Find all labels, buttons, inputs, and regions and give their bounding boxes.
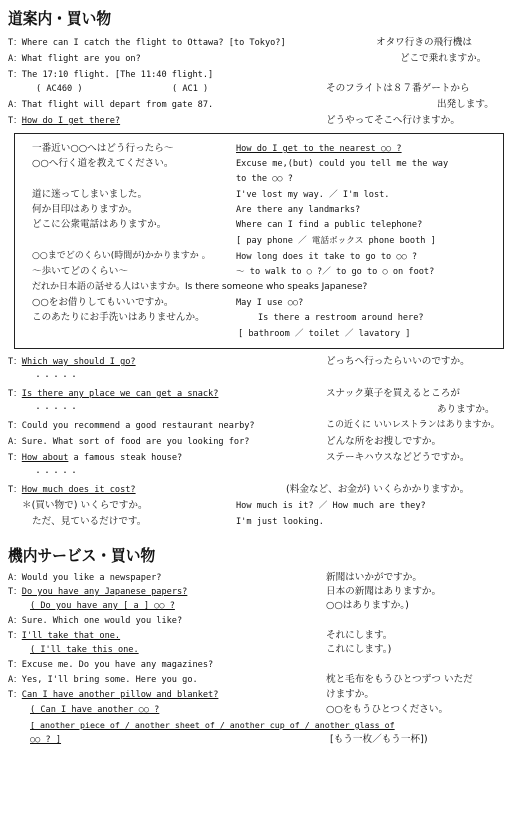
phrase-en: May I use ○○? (236, 298, 304, 308)
dialogue-line (8, 357, 136, 368)
dialogue-line: T：Could you recommend a good restaurant nearby? (8, 421, 255, 431)
dialogue-line (8, 453, 182, 464)
dialogue-line: A：Yes, I'll bring some. Here you go. (8, 675, 198, 685)
key-phrase: How about (21, 453, 69, 463)
key-phrase: Which way should I go? (21, 357, 136, 367)
speaker-label: T： (8, 485, 22, 495)
phrase-en: How do I get to the nearest ○○ ? (236, 144, 402, 154)
dialogue-line (8, 690, 218, 701)
translation-line: 新聞はいかがですか。 (326, 572, 422, 583)
dialogue-line: A：Sure. What sort of food are you looking for? (8, 437, 250, 447)
dialogue-line: ( I'll take this one. (30, 645, 139, 655)
translation-line: どうやってそこへ行けますか。 (326, 115, 460, 126)
phrase-en: Excuse me,(but) could you tell me the way (236, 159, 449, 169)
translation-line: 出発します。 (437, 99, 494, 110)
translation-line: どっちへ行ったらいいのですか。 (326, 356, 470, 367)
translation-line: それにします。 (326, 630, 393, 641)
phrase-jp: 一番近い○○へはどう行ったら～ (32, 143, 174, 154)
key-phrase: How much does it cost? (21, 485, 136, 495)
speaker-label: T： (8, 116, 22, 126)
phrase-en: How long does it take to go to ○○ ? (236, 252, 418, 262)
phrase-en: to the ○○ ? (236, 174, 293, 184)
speaker-label: T： (8, 453, 22, 463)
dialogue-line: I'm just looking. (236, 517, 324, 527)
translation-line: ステーキハウスなどどうですか。 (326, 452, 470, 463)
translation-line: ＊(買い物で) いくらですか。 (22, 500, 148, 511)
dialogue-line: [ another piece of / another sheet of / another cup of / another glass of (30, 720, 395, 730)
speaker-label: T： (8, 587, 22, 597)
phrase-jp: 何か目印はありますか。 (32, 204, 138, 215)
phrase-en: I've lost my way. ／ I'm lost. (236, 190, 390, 200)
dialogue-line: A：That flight will depart from gate 87. (8, 100, 214, 110)
dialogue-line: A：What flight are you on? (8, 54, 141, 64)
dialogue-line: How much is it? ／ How much are they? (236, 501, 426, 511)
phrase-en: Where can I find a public telephone? (236, 220, 423, 230)
key-phrase: Do you have any Japanese papers? (21, 587, 188, 597)
speaker-label: T： (8, 389, 22, 399)
translation-line: ありますか。 (437, 404, 495, 415)
phrase-jp: ○○までどのくらい(時間が)かかりますか 。 (32, 251, 211, 261)
translation-line: 枕と毛布をもうひとつずつ いただ (326, 674, 473, 685)
phrase-en: ～ to walk to ○ ?／ to go to ○ on foot? (236, 267, 435, 277)
phrase-en: [ pay phone ／ 電話ボックス phone booth ] (236, 236, 436, 246)
phrase-mixed: だれか日本語の話せる人はいますか。Is there someone who speaks Japanese? (32, 282, 368, 292)
translation-line: 日本の新聞はありますか。 (326, 586, 442, 597)
phrase-jp: 道に迷ってしまいました。 (32, 189, 148, 200)
translation-line: この近くに いいレストランはありますか。 (326, 420, 500, 430)
dialogue-line: T：Excuse me. Do you have any magazines? (8, 660, 214, 670)
dialogue-line: T：Where can I catch the flight to Ottawa? [to Tokyo?] (8, 38, 286, 48)
speaker-label: T： (8, 690, 22, 700)
translation-line: オタワ行きの飛行機は (376, 37, 472, 48)
translation-line: どこで乗れますか。 (400, 53, 487, 64)
dialogue-text: a famous steak house? (68, 453, 183, 463)
translation-line: どんな所をお捜しですか。 (326, 436, 442, 447)
dialogue-line (8, 631, 120, 642)
speaker-label: T： (8, 631, 22, 641)
translation-line: ○○をもうひとつください。 (326, 704, 449, 715)
translation-line: これにします。) (326, 644, 392, 655)
phrase-jp: ～歩いてどのくらい～ (32, 266, 128, 277)
section-title-directions: 道案内・買い物 (8, 9, 112, 28)
phrase-en: [ bathroom ／ toilet ／ lavatory ] (238, 329, 411, 339)
dialogue-line: ( AC460 ) (36, 84, 83, 94)
speaker-label: T： (8, 357, 22, 367)
key-phrase: Can I have another pillow and blanket? (21, 690, 219, 700)
dialogue-line (8, 389, 218, 400)
dialogue-line (8, 587, 187, 598)
phrase-jp: このあたりにお手洗いはありませんか。 (32, 312, 205, 323)
section-title-inflight: 機内サービス・買い物 (8, 546, 156, 565)
dialogue-line: ( Can I have another ○○ ? (30, 705, 160, 715)
emphasis-dots: ・・・・・ (34, 468, 79, 477)
phrase-jp: ○○へ行く道を教えてください。 (32, 158, 174, 169)
translation-line: そのフライトは８７番ゲートから (326, 83, 470, 94)
dialogue-line: T：The 17:10 flight. [The 11:40 flight.] (8, 70, 214, 80)
translation-line: スナック菓子を買えるところが (326, 388, 460, 399)
translation-line: (料金など、お金が) いくらかかりますか。 (286, 484, 470, 495)
dialogue-line: A：Would you like a newspaper? (8, 573, 162, 583)
phrase-en: Are there any landmarks? (236, 205, 361, 215)
key-phrase: Is there any place we can get a snack? (21, 389, 219, 399)
translation-line: けますか。 (326, 689, 374, 700)
emphasis-dots: ・・・・・ (34, 372, 79, 381)
phrase-en: Is there a restroom around here? (258, 313, 424, 323)
dialogue-line (8, 116, 120, 127)
key-phrase: I'll take that one. (21, 631, 121, 641)
phrase-jp: ○○をお借りしてもいいですか。 (32, 297, 174, 308)
dialogue-line: ( Do you have any [ a ] ○○ ? (30, 601, 175, 611)
translation-line: ただ、見ているだけです。 (32, 516, 147, 527)
dialogue-line: ( AC1 ) (172, 84, 209, 94)
dialogue-line (8, 485, 136, 496)
phrase-jp: どこに公衆電話はありますか。 (32, 219, 167, 230)
dialogue-line: A：Sure. Which one would you like? (8, 616, 183, 626)
key-phrase: How do I get there? (21, 116, 121, 126)
dialogue-line: ○○ ? ] (30, 735, 62, 745)
translation-line: [もう一枚／もう一杯]) (330, 734, 428, 745)
translation-line: ○○はありますか。) (326, 600, 409, 611)
emphasis-dots: ・・・・・ (34, 404, 79, 413)
